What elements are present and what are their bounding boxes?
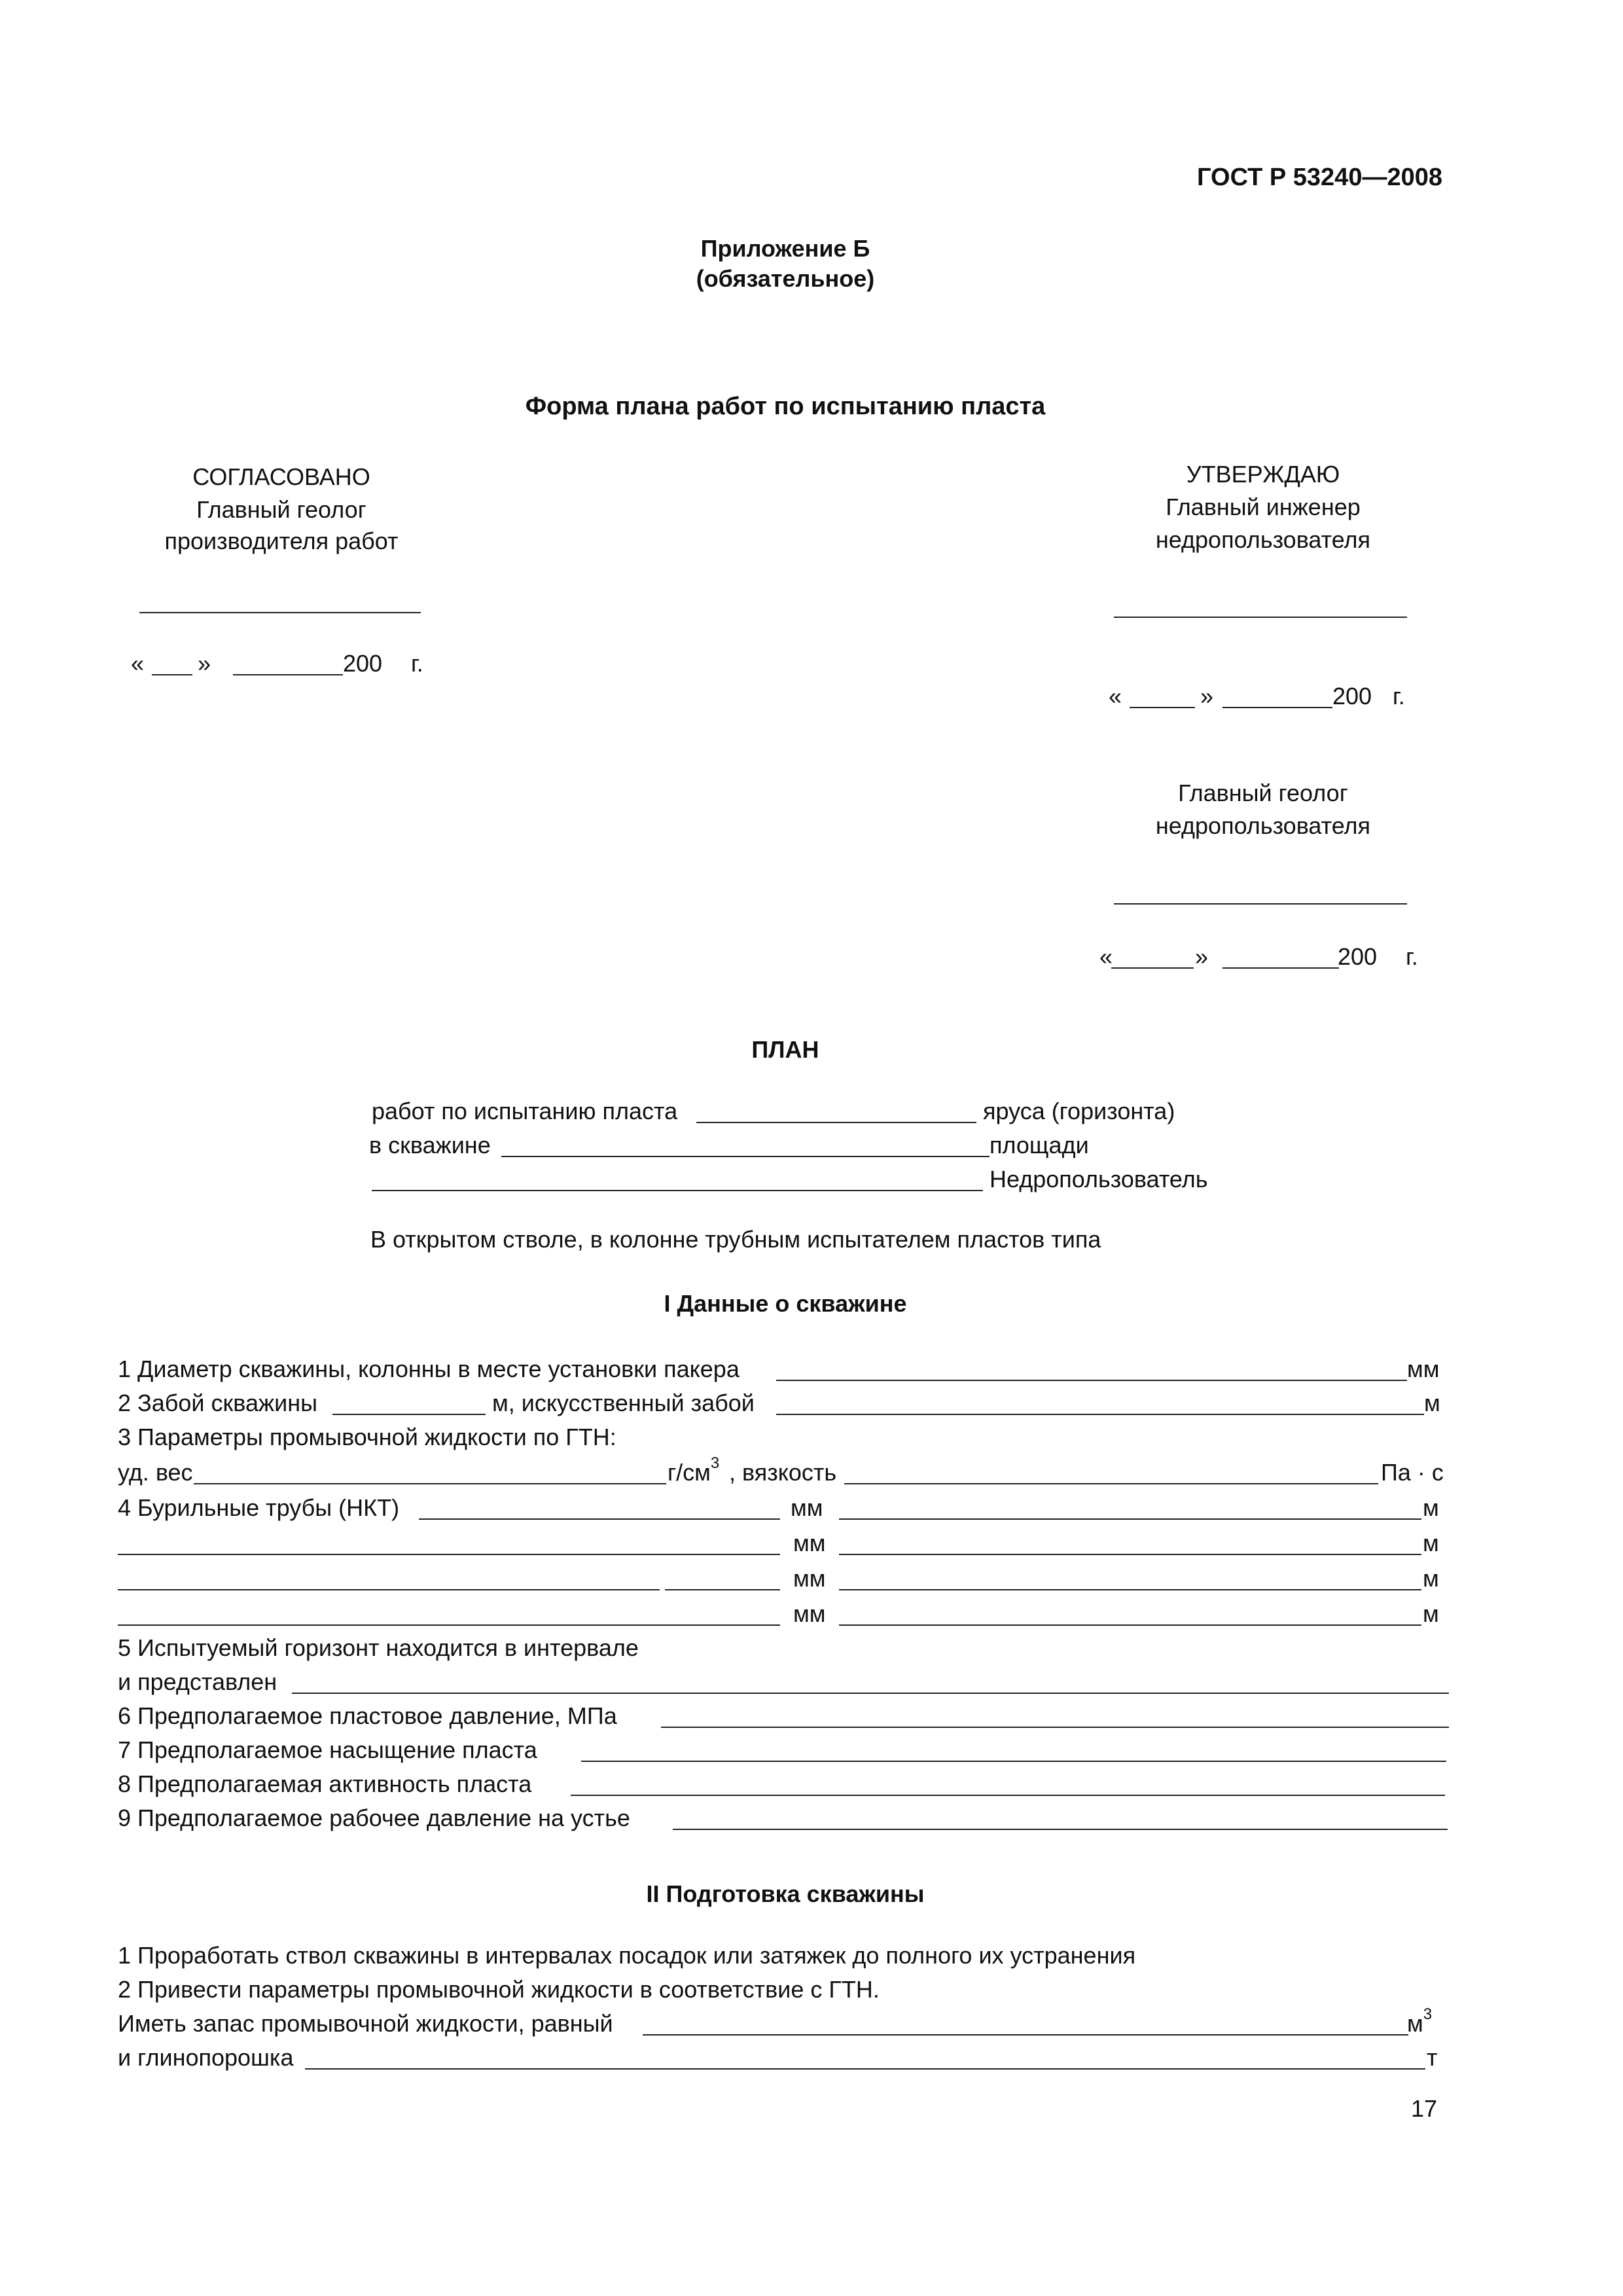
item7-label: 7 Предполагаемое насыщение пласта (118, 1736, 537, 1763)
pipe-row3-diameter-field[interactable] (665, 1589, 780, 1590)
reserve-field[interactable] (643, 2034, 1408, 2036)
plan-line1-suffix: яруса (горизонта) (983, 1098, 1175, 1124)
item9-label: 9 Предполагаемое рабочее давление на устье (118, 1804, 630, 1831)
plan-line1-prefix: работ по испытанию пласта (372, 1098, 678, 1124)
pipe-row1-length-field[interactable] (839, 1518, 1421, 1520)
approved-signature-line[interactable] (1114, 617, 1407, 618)
item2-label: 2 Забой скважины (118, 1390, 317, 1416)
item8-label: 8 Предполагаемая активность пласта (118, 1770, 532, 1797)
item4-label: 4 Бурильные трубы (НКТ) (118, 1494, 400, 1521)
pipe-row3-m: м (1423, 1565, 1439, 1592)
section2-item2: 2 Привести параметры промывочной жидкости в соответствие с ГТН. (118, 1976, 880, 2003)
section1-title: I Данные о скважине (664, 1290, 907, 1317)
approved-heading: УТВЕРЖДАЮ (1186, 461, 1340, 488)
second-approver-signature-line[interactable] (1114, 903, 1407, 905)
appendix-status: (обязательное) (696, 265, 875, 292)
item6-field[interactable] (661, 1727, 1449, 1728)
item1-field[interactable] (776, 1380, 1407, 1381)
reserve-label: Иметь запас промывочной жидкости, равный (118, 2010, 613, 2037)
viscosity-unit: Па · с (1381, 1459, 1444, 1486)
item5-label: 5 Испытуемый горизонт находится в интервале (118, 1634, 639, 1661)
pipe-row3-mm: мм (793, 1565, 826, 1592)
clay-field[interactable] (305, 2068, 1425, 2070)
item7-field[interactable] (581, 1761, 1446, 1762)
pipe-row2-type-field[interactable] (118, 1554, 780, 1555)
item1-unit: мм (1407, 1355, 1440, 1382)
item5-field[interactable] (292, 1693, 1449, 1694)
viscosity-label: , вязкость (729, 1459, 837, 1486)
agreed-organization: производителя работ (164, 528, 399, 554)
second-approver-day-field[interactable] (1111, 967, 1194, 969)
clay-label: и глинопорошка (118, 2044, 294, 2071)
appendix-title: Приложение Б (700, 235, 870, 262)
item2-bottom-field[interactable] (332, 1414, 486, 1415)
pipe-row2-length-field[interactable] (839, 1554, 1421, 1555)
pipe-row2-mm: мм (793, 1530, 826, 1556)
agreed-signature-line[interactable] (139, 612, 421, 613)
clay-unit: т (1427, 2044, 1438, 2071)
item2-mid: м, искусственный забой (492, 1390, 755, 1416)
item3-label: 3 Параметры промывочной жидкости по ГТН: (118, 1424, 616, 1450)
form-title: Форма плана работ по испытанию пласта (525, 393, 1046, 420)
pipe-row3-type-field[interactable] (118, 1589, 660, 1590)
plan-subsoil-user-field[interactable] (372, 1190, 983, 1191)
approved-day-field[interactable] (1130, 707, 1195, 708)
pipe-row4-m: м (1423, 1600, 1439, 1627)
section2-title: II Подготовка скважины (646, 1880, 925, 1907)
plan-title: ПЛАН (751, 1036, 819, 1063)
second-approver-organization: недропользователя (1155, 812, 1371, 839)
plan-well-field[interactable] (501, 1156, 990, 1157)
agreed-heading: СОГЛАСОВАНО (192, 463, 370, 490)
pipe-row1-type-field[interactable] (419, 1518, 780, 1520)
pipe-row1-m: м (1423, 1494, 1439, 1521)
approved-position: Главный инженер (1166, 493, 1361, 520)
agreed-position: Главный геолог (196, 496, 366, 523)
density-field[interactable] (194, 1483, 666, 1484)
plan-line3-suffix: Недропользователь (990, 1166, 1208, 1193)
item2-artificial-bottom-field[interactable] (776, 1414, 1424, 1415)
agreed-month-field[interactable] (233, 674, 343, 675)
viscosity-field[interactable] (844, 1483, 1378, 1484)
pipe-row3-length-field[interactable] (839, 1589, 1421, 1590)
plan-stratum-field[interactable] (696, 1122, 976, 1123)
pipe-row2-m: м (1423, 1530, 1439, 1556)
second-approver-month-field[interactable] (1222, 967, 1339, 969)
pipe-row4-type-field[interactable] (118, 1624, 780, 1626)
agreed-day-field[interactable] (152, 674, 192, 675)
plan-line2-suffix: площади (990, 1132, 1089, 1158)
item9-field[interactable] (673, 1829, 1448, 1830)
second-approver-position: Главный геолог (1178, 780, 1348, 806)
page-number: 17 (1411, 2095, 1438, 2122)
approved-organization: недропользователя (1155, 526, 1371, 553)
item5-cont: и представлен (118, 1668, 277, 1695)
item2-unit: м (1424, 1390, 1440, 1416)
item1-label: 1 Диаметр скважины, колонны в месте установки пакера (118, 1355, 740, 1382)
pipe-row4-mm: мм (793, 1600, 826, 1627)
approved-month-field[interactable] (1222, 707, 1332, 708)
plan-line2-prefix: в скважине (369, 1132, 491, 1158)
plan-method-line: В открытом стволе, в колонне трубным испытателем пластов типа (370, 1226, 1101, 1253)
pipe-row1-mm: мм (791, 1494, 823, 1521)
pipe-row4-length-field[interactable] (839, 1624, 1421, 1626)
density-label: уд. вес (118, 1459, 193, 1486)
item6-label: 6 Предполагаемое пластовое давление, МПа (118, 1702, 617, 1729)
item8-field[interactable] (571, 1795, 1445, 1796)
reserve-unit: $м^3$ (1407, 2005, 1433, 2037)
density-unit: $г/см^3$ (668, 1454, 720, 1486)
section2-item1: 1 Проработать ствол скважины в интервалах посадок или затяжек до полного их устранения (118, 1942, 1136, 1969)
document-code: ГОСТ Р 53240—2008 (1197, 164, 1442, 191)
